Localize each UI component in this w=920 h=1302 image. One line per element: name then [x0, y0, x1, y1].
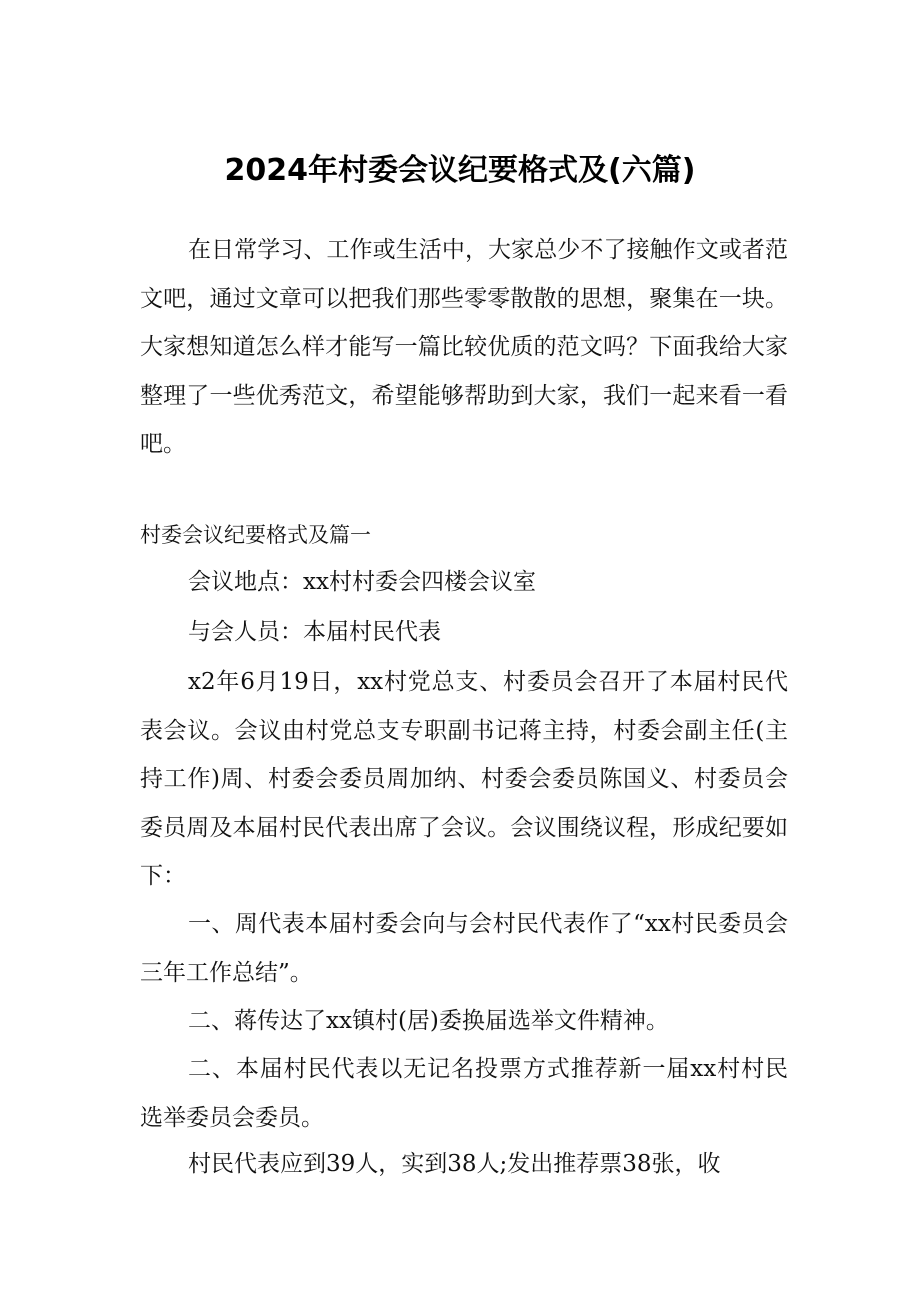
body-paragraph: 二、本届村民代表以无记名投票方式推荐新一届xx村村民选举委员会委员。	[140, 1056, 788, 1131]
body-paragraph: 村民代表应到39人，实到38人;发出推荐票38张，收	[188, 1151, 721, 1177]
section-heading: 村委会议纪要格式及篇一	[140, 523, 371, 547]
body-paragraph: 二、蒋传达了xx镇村(居)委换届选举文件精神。	[188, 1008, 669, 1034]
body-paragraph: 一、周代表本届村委会向与会村民代表作了“xx村民委员会三年工作总结”。	[140, 911, 788, 986]
meeting-place: 会议地点：xx村村委会四楼会议室	[188, 569, 536, 595]
body-paragraph: x2年6月19日，xx村党总支、村委员会召开了本届村民代表会议。会议由村党总支专职副书记蒋主持，村委会副主任(主持工作)周、村委会委员周加纳、村委会委员陈国义、村委员会委员周及本届村民代表出席了会议。会议围绕议程，形成纪要如下：	[140, 669, 788, 889]
meeting-attendees: 与会人员：本届村民代表	[188, 619, 441, 645]
document-title: 2024年村委会议纪要格式及(六篇)	[224, 153, 696, 188]
intro-paragraph: 在日常学习、工作或生活中，大家总少不了接触作文或者范文吧，通过文章可以把我们那些零零散散的思想，聚集在一块。大家想知道怎么样才能写一篇比较优质的范文吗？下面我给大家整理了一些优秀范文，希望能够帮助到大家，我们一起来看一看吧。	[140, 237, 788, 457]
